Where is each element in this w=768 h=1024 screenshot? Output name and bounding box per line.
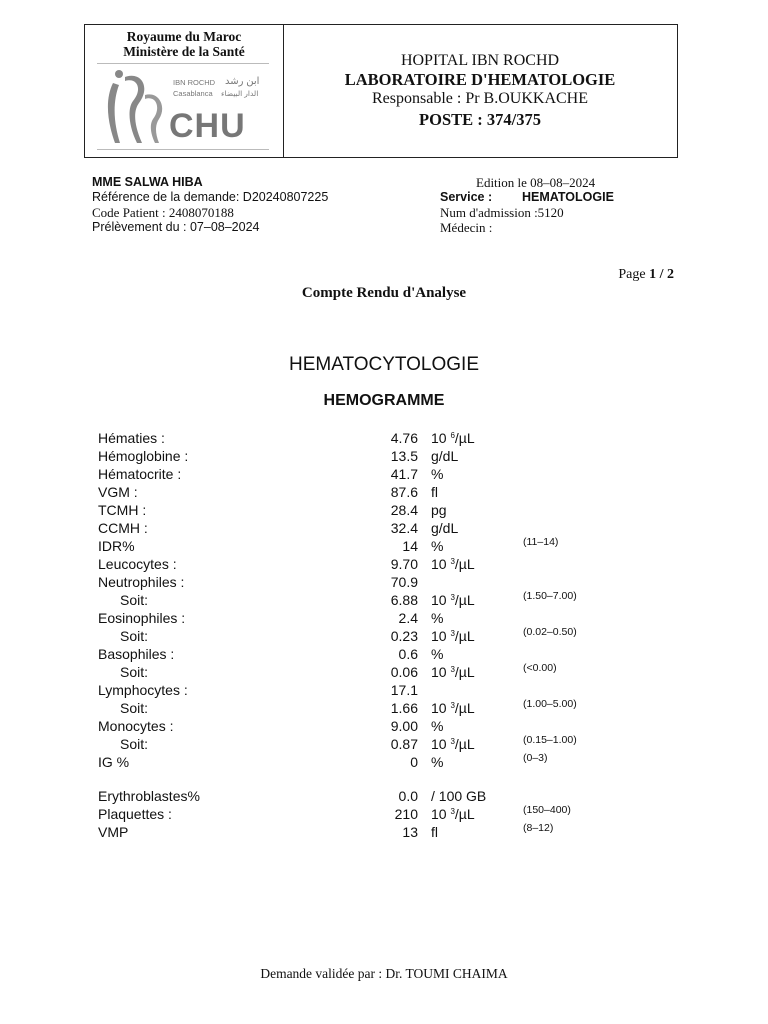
result-value: 0.0 xyxy=(398,788,418,804)
unit-exponent: 3 xyxy=(450,629,455,638)
unit-suffix: /µL xyxy=(454,628,475,644)
result-value: 9.00 xyxy=(390,718,418,734)
result-label: IG % xyxy=(98,754,130,770)
unit-exponent: 3 xyxy=(450,593,455,602)
reference-range: (0–3) xyxy=(523,752,548,764)
service-value: HEMATOLOGIE xyxy=(522,190,614,204)
logo-arabic-city: الدار البيضاء xyxy=(221,89,259,98)
lab-phone-extension: POSTE : 374/375 xyxy=(419,110,541,129)
result-label: VGM : xyxy=(98,484,138,500)
reference-range: (11–14) xyxy=(523,536,559,548)
result-row xyxy=(98,628,618,646)
result-row xyxy=(98,700,618,718)
result-row xyxy=(98,484,618,502)
result-unit xyxy=(431,556,475,572)
page-number: 1 / 2 xyxy=(649,267,674,282)
result-unit xyxy=(431,430,475,446)
patient-name: MME SALWA HIBA xyxy=(92,175,203,189)
reference-range: (8–12) xyxy=(523,822,554,834)
result-label: IDR% xyxy=(98,538,135,554)
result-unit xyxy=(431,788,486,804)
unit-base: g/dL xyxy=(431,448,459,464)
result-label: Soit: xyxy=(120,592,149,608)
page-indicator xyxy=(618,267,674,283)
reference-range: (0.15–1.00) xyxy=(523,734,577,746)
result-unit xyxy=(431,538,443,554)
result-label: Leucocytes : xyxy=(98,556,177,572)
unit-base: 10 xyxy=(431,430,447,446)
physician: Médecin : xyxy=(440,220,493,235)
result-label: Lymphocytes : xyxy=(98,682,188,698)
result-label: Eosinophiles : xyxy=(98,610,186,626)
result-unit xyxy=(431,646,443,662)
result-unit xyxy=(431,502,447,518)
validation-footer: Demande validée par : Dr. TOUMI CHAIMA xyxy=(260,966,508,981)
reference-range: (1.50–7.00) xyxy=(523,590,577,602)
result-row xyxy=(98,466,618,484)
result-value: 0.6 xyxy=(398,646,418,662)
result-label: Monocytes : xyxy=(98,718,174,734)
unit-suffix: /µL xyxy=(454,430,475,446)
unit-exponent: 3 xyxy=(450,737,455,746)
result-value: 210 xyxy=(394,806,418,822)
letterhead xyxy=(84,24,678,158)
result-unit xyxy=(431,448,458,464)
letterhead-left-panel xyxy=(85,25,284,157)
result-label: TCMH : xyxy=(98,502,147,518)
result-unit xyxy=(431,824,438,840)
logo-latin-name: IBN ROCHD xyxy=(173,78,216,87)
unit-exponent: 3 xyxy=(450,557,455,566)
result-value: 4.76 xyxy=(390,430,418,446)
result-row xyxy=(98,592,618,610)
result-value: 32.4 xyxy=(390,520,418,536)
unit-suffix: /µL xyxy=(454,806,475,822)
result-unit xyxy=(431,736,475,752)
result-unit xyxy=(431,806,475,822)
logo-arabic-name: ابن رشد xyxy=(225,76,260,87)
result-unit xyxy=(431,484,438,500)
result-value: 28.4 xyxy=(390,502,418,518)
edition-date: Edition le 08–08–2024 xyxy=(476,175,596,190)
unit-base: / 100 GB xyxy=(431,788,487,804)
result-row xyxy=(98,754,618,772)
unit-base: fl xyxy=(431,824,438,840)
unit-base: g/dL xyxy=(431,520,459,536)
unit-base: % xyxy=(431,466,444,482)
result-row xyxy=(98,556,618,574)
result-row xyxy=(98,448,618,466)
request-reference: Référence de la demande: D20240807225 xyxy=(92,190,329,204)
unit-base: 10 xyxy=(431,592,447,608)
result-value: 14 xyxy=(402,538,418,554)
sampling-date: Prélèvement du : 07–08–2024 xyxy=(92,220,260,234)
result-value: 1.66 xyxy=(390,700,418,716)
unit-base: 10 xyxy=(431,700,447,716)
result-label: Hématocrite : xyxy=(98,466,182,482)
result-label: Erythroblastes% xyxy=(98,788,200,804)
chu-figure-icon xyxy=(103,69,165,149)
unit-suffix: /µL xyxy=(454,736,475,752)
unit-base: fl xyxy=(431,484,438,500)
result-value: 13.5 xyxy=(390,448,418,464)
logo-latin-city: Casablanca xyxy=(173,89,213,98)
result-value: 17.1 xyxy=(390,682,418,698)
ministry-name: Ministère de la Santé xyxy=(123,44,245,59)
result-value: 41.7 xyxy=(390,466,418,482)
result-value: 0.23 xyxy=(390,628,418,644)
service-label: Service : xyxy=(440,190,493,204)
unit-suffix: /µL xyxy=(454,664,475,680)
unit-exponent: 6 xyxy=(450,431,455,440)
result-row xyxy=(98,664,618,682)
unit-suffix: /µL xyxy=(454,592,475,608)
result-label: Soit: xyxy=(120,664,149,680)
unit-base: 10 xyxy=(431,556,447,572)
unit-exponent: 3 xyxy=(450,701,455,710)
unit-base: % xyxy=(431,646,444,662)
lab-responsible: Responsable : Pr B.OUKKACHE xyxy=(372,90,588,107)
result-label: Soit: xyxy=(120,628,149,644)
laboratory-name: LABORATOIRE D'HEMATOLOGIE xyxy=(344,70,616,89)
result-value: 87.6 xyxy=(390,484,418,500)
unit-base: % xyxy=(431,610,444,626)
result-unit xyxy=(431,628,475,644)
result-label: CCMH : xyxy=(98,520,148,536)
reference-range: (<0.00) xyxy=(523,662,557,674)
logo-top-divider xyxy=(97,63,269,64)
admission-number: Num d'admission :5120 xyxy=(440,205,564,220)
letterhead-right-panel xyxy=(283,25,677,157)
result-unit xyxy=(431,520,458,536)
result-value: 6.88 xyxy=(390,592,418,608)
result-row xyxy=(98,502,618,520)
reference-range: (0.02–0.50) xyxy=(523,626,577,638)
kingdom-name: Royaume du Maroc xyxy=(126,29,242,44)
unit-exponent: 3 xyxy=(450,807,455,816)
subsection-title: HEMOGRAMME xyxy=(323,392,445,409)
page-label: Page xyxy=(618,267,650,282)
unit-suffix: /µL xyxy=(454,556,475,572)
unit-base: 10 xyxy=(431,806,447,822)
unit-suffix: /µL xyxy=(454,700,475,716)
result-label: Plaquettes : xyxy=(98,806,172,822)
result-row xyxy=(98,824,618,842)
result-value: 0.06 xyxy=(390,664,418,680)
patient-code: Code Patient : 2408070188 xyxy=(92,205,234,220)
result-label: Soit: xyxy=(120,736,149,752)
result-value: 9.70 xyxy=(390,556,418,572)
result-value: 2.4 xyxy=(398,610,418,626)
logo-bottom-divider xyxy=(97,149,269,150)
result-row xyxy=(98,430,618,448)
reference-range: (1.00–5.00) xyxy=(523,698,577,710)
result-label: Neutrophiles : xyxy=(98,574,185,590)
unit-base: % xyxy=(431,754,444,770)
result-value: 0 xyxy=(410,754,418,770)
unit-base: 10 xyxy=(431,628,447,644)
unit-base: 10 xyxy=(431,736,447,752)
result-unit xyxy=(431,664,475,680)
hospital-name: HOPITAL IBN ROCHD xyxy=(400,52,560,69)
result-unit xyxy=(431,466,443,482)
result-label: VMP xyxy=(98,824,129,840)
unit-exponent: 3 xyxy=(450,665,455,674)
result-value: 0.87 xyxy=(390,736,418,752)
logo-acronym: CHU xyxy=(169,107,246,145)
result-label: Soit: xyxy=(120,700,149,716)
section-title: HEMATOCYTOLOGIE xyxy=(288,354,480,375)
result-label: Hématies : xyxy=(98,430,165,446)
result-label: Hémoglobine : xyxy=(98,448,189,464)
result-unit xyxy=(431,718,443,734)
unit-base: % xyxy=(431,538,444,554)
result-label: Basophiles : xyxy=(98,646,175,662)
result-value: 13 xyxy=(402,824,418,840)
reference-range: (150–400) xyxy=(523,804,571,816)
result-unit xyxy=(431,592,475,608)
unit-base: pg xyxy=(431,502,447,518)
result-unit xyxy=(431,754,443,770)
result-row xyxy=(98,538,618,556)
result-value: 70.9 xyxy=(390,574,418,590)
result-unit xyxy=(431,610,443,626)
result-unit xyxy=(431,700,475,716)
unit-base: 10 xyxy=(431,664,447,680)
unit-base: % xyxy=(431,718,444,734)
report-title: Compte Rendu d'Analyse xyxy=(301,285,467,301)
